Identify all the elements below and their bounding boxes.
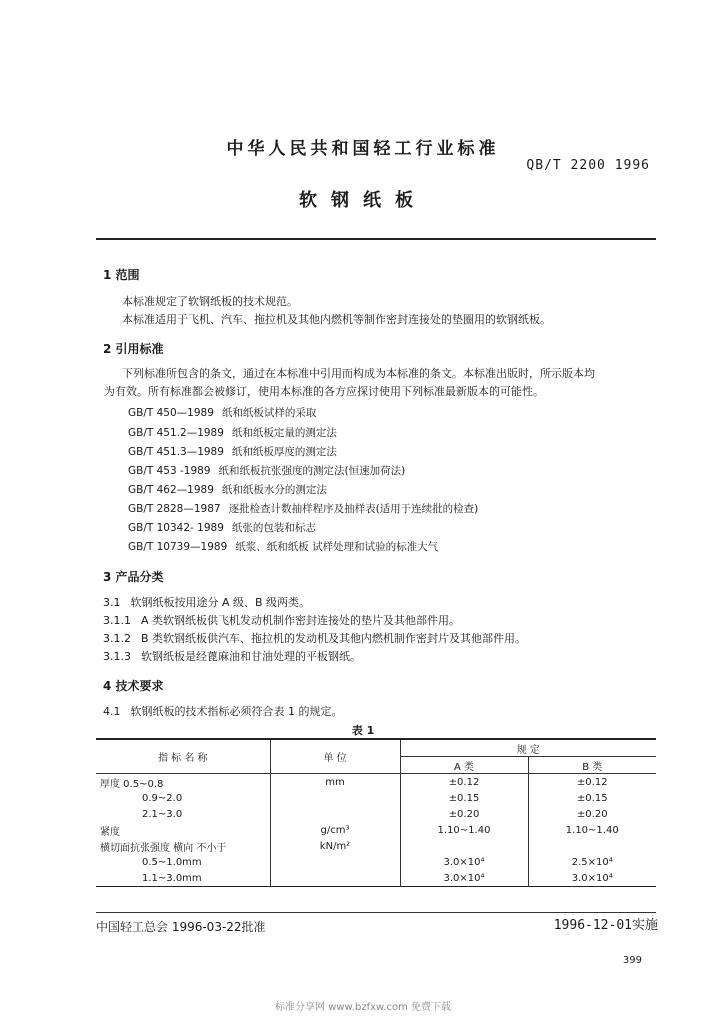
row-value-b bbox=[528, 838, 656, 854]
page-number: 399 bbox=[622, 955, 642, 966]
header-class-a: A 类 bbox=[400, 757, 528, 774]
row-value-b: ±0.12 bbox=[528, 774, 656, 791]
reference-standard: GB/T 462—1989 纸和纸板水分的测定法 bbox=[128, 484, 327, 496]
row-name: 0.9~2.0 bbox=[142, 792, 183, 804]
reference-standard: GB/T 453 -1989 纸和纸板抗张强度的测定法(恒速加荷法) bbox=[128, 465, 406, 477]
clause-3-1-2: 3.1.2 B 类软钢纸板供汽车、拖拉机的发动机及其他内燃机制作密封片及其他部件用。 bbox=[103, 632, 527, 645]
row-value-a bbox=[400, 838, 528, 854]
row-unit: mm bbox=[270, 774, 400, 791]
row-unit bbox=[270, 854, 400, 870]
clause-3-1: 3.1 软钢纸板按用途分 A 级、B 级两类。 bbox=[103, 596, 311, 609]
row-value-b: ±0.20 bbox=[528, 806, 656, 822]
row-value-a: 3.0×10⁴ bbox=[400, 870, 528, 887]
table-row bbox=[96, 790, 656, 806]
watermark-text: 标准分享网 www.bzfxw.com 免费下载 bbox=[275, 1002, 451, 1013]
footer-divider bbox=[96, 912, 656, 913]
document-title: 软钢纸板 bbox=[299, 190, 427, 211]
section-2-paragraph-1: 下列标准所包含的条文，通过在本标准中引用而构成为本标准的条文。本标准出版时，所示版本均 bbox=[122, 367, 595, 380]
row-value-b: ±0.15 bbox=[528, 790, 656, 806]
table-row bbox=[96, 822, 656, 838]
clause-3-1-1: 3.1.1 A 类软钢纸板供飞机发动机制作密封连接处的垫片及其他部件用。 bbox=[103, 614, 461, 627]
header-unit: 单 位 bbox=[270, 739, 400, 774]
reference-standard: GB/T 10739—1989 纸浆、纸和纸板 试样处理和试验的标准大气 bbox=[128, 541, 439, 553]
effective-date: 1996-12-01实施 bbox=[553, 918, 658, 933]
section-1-heading: 1 范围 bbox=[103, 268, 140, 282]
table-row bbox=[96, 774, 656, 791]
row-unit: kN/m² bbox=[270, 838, 400, 854]
row-value-b: 1.10~1.40 bbox=[528, 822, 656, 838]
table-caption: 表 1 bbox=[351, 724, 375, 737]
table-row bbox=[96, 870, 656, 887]
row-unit bbox=[270, 790, 400, 806]
row-unit bbox=[270, 870, 400, 887]
row-name: 1.1~3.0mm bbox=[96, 870, 270, 887]
reference-standard: GB/T 451.3—1989 纸和纸板厚度的测定法 bbox=[128, 446, 337, 458]
section-3-heading: 3 产品分类 bbox=[103, 570, 164, 584]
section-2-heading: 2 引用标准 bbox=[103, 342, 164, 356]
section-2-paragraph-2: 为有效。所有标准都会被修订，使用本标准的各方应探讨使用下列标准最新版本的可能性。 bbox=[104, 385, 544, 398]
reference-standard: GB/T 450—1989 纸和纸板试样的采取 bbox=[128, 407, 317, 419]
reference-standard: GB/T 10342- 1989 纸张的包装和标志 bbox=[128, 522, 316, 534]
table-row bbox=[96, 806, 656, 822]
clause-4-1: 4.1 软钢纸板的技术指标必须符合表 1 的规定。 bbox=[103, 705, 343, 718]
row-value-a: 3.0×10⁴ bbox=[400, 854, 528, 870]
row-name: 2.1~3.0 bbox=[142, 808, 183, 820]
row-unit bbox=[270, 806, 400, 822]
row-value-a: 1.10~1.40 bbox=[400, 822, 528, 838]
issuing-organization: 中华人民共和国轻工行业标准 bbox=[226, 139, 500, 159]
table-row bbox=[96, 838, 656, 854]
section-4-heading: 4 技术要求 bbox=[103, 679, 164, 693]
header-index-name: 指 标 名 称 bbox=[96, 739, 270, 774]
standard-code: QB/T 2200 1996 bbox=[526, 158, 650, 173]
reference-standard: GB/T 451.2—1989 纸和纸板定量的测定法 bbox=[128, 427, 337, 439]
row-value-b: 2.5×10⁴ bbox=[528, 854, 656, 870]
row-name: 厚度 0.5~0.8 bbox=[100, 778, 164, 790]
section-1-paragraph-1: 本标准规定了软钢纸板的技术规范。 bbox=[122, 295, 298, 308]
header-specification: 规 定 bbox=[400, 739, 656, 757]
header-class-b: B 类 bbox=[528, 757, 656, 774]
table-row bbox=[96, 854, 656, 870]
row-name: 横切面抗张强度 横向 不小于 bbox=[100, 842, 227, 854]
spec-table bbox=[96, 738, 656, 887]
approval-date: 中国轻工总会 1996-03-22批准 bbox=[96, 920, 266, 934]
row-value-a: ±0.12 bbox=[400, 774, 528, 791]
row-value-b: 3.0×10⁴ bbox=[528, 870, 656, 887]
header-divider bbox=[96, 238, 656, 240]
reference-standard: GB/T 2828—1987 逐批检查计数抽样程序及抽样表(适用于连续批的检查) bbox=[128, 503, 479, 515]
row-unit: g/cm³ bbox=[270, 822, 400, 838]
section-1-paragraph-2: 本标准适用于飞机、汽车、拖拉机及其他内燃机等制作密封连接处的垫圈用的软钢纸板。 bbox=[122, 313, 551, 326]
row-name: 0.5~1.0mm bbox=[142, 856, 202, 868]
row-value-a: ±0.20 bbox=[400, 806, 528, 822]
row-name: 紧度 bbox=[100, 826, 120, 838]
row-value-a: ±0.15 bbox=[400, 790, 528, 806]
clause-3-1-3: 3.1.3 软钢纸板是经蓖麻油和甘油处理的平板钢纸。 bbox=[103, 650, 361, 663]
